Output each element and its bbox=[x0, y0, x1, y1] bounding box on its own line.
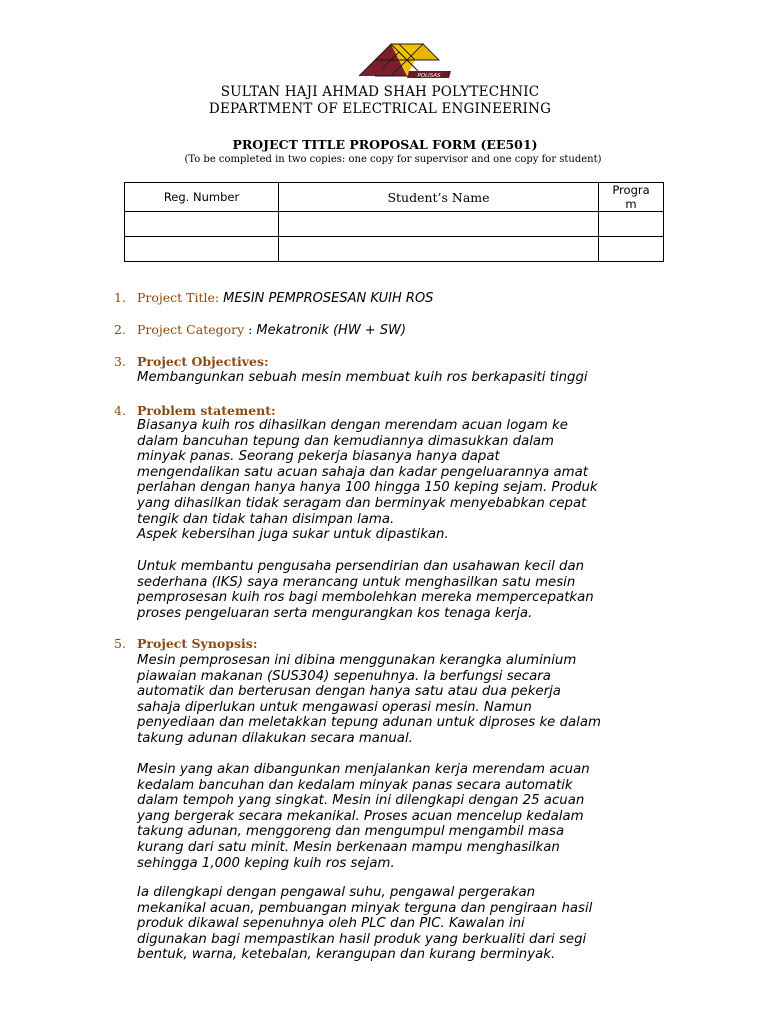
table-row bbox=[125, 237, 664, 262]
polisas-logo bbox=[357, 40, 453, 78]
header-reg-number: Reg. Number bbox=[125, 183, 279, 212]
table-row bbox=[125, 212, 664, 237]
reg-number-cell[interactable] bbox=[125, 212, 279, 237]
project-title-value: MESIN PEMPROSESAN KUIH ROS bbox=[223, 291, 434, 306]
form-title: PROJECT TITLE PROPOSAL FORM (EE501) bbox=[232, 137, 538, 152]
item-number: 2. bbox=[114, 322, 126, 337]
item-label: Problem statement: bbox=[137, 403, 276, 418]
item-label: Project Title: MESIN PEMPROSESAN KUIH ROS bbox=[137, 290, 434, 306]
department-name: DEPARTMENT OF ELECTRICAL ENGINEERING bbox=[208, 101, 552, 117]
student-name-cell[interactable] bbox=[279, 237, 599, 262]
problem-paragraph: Untuk membantu pengusaha persendirian dan usahawan kecil dan sederhana (IKS) saya merancang untuk menghasilkan satu mesin pemprosesan kuih ros bagi membolehkan mereka mempercepatkan proses pengeluaran serta mengurangkan kos tenaga kerja. bbox=[137, 559, 594, 621]
item-number: 1. bbox=[114, 290, 126, 305]
item-label: Project Synopsis: bbox=[137, 636, 258, 651]
item-number: 4. bbox=[114, 403, 126, 418]
synopsis-paragraph: Mesin yang akan dibangunkan menjalankan kerja merendam acuan kedalam bancuhan dan kedalam minyak panas secara automatik dalam tempoh yang singkat. Mesin ini dilengkapi dengan 25 acuan yang bergerak secara mekanikal. Proses acuan mencelup kedalam takung adunan, menggoreng dan mengumpul mengambil masa kurang dari satu minit. Mesin berkenaan mampu menghasilkan sehingga 1,000 keping kuih ros sejam. bbox=[137, 762, 590, 871]
program-cell[interactable] bbox=[599, 237, 664, 262]
reg-number-cell[interactable] bbox=[125, 237, 279, 262]
table-header-row bbox=[125, 183, 664, 212]
synopsis-paragraph: Mesin pemprosesan ini dibina menggunakan kerangka aluminium piawaian makanan (SUS304) sepenuhnya. Ia berfungsi secara automatik dan berterusan dengan hanya satu atau dua pekerja sahaja diperlukan untuk mengawasi operasi mesin. Namun penyediaan dan meletakkan tepung adunan untuk diproses ke dalam takung adunan dilakukan secara manual. bbox=[137, 653, 601, 746]
header-program: Progra m bbox=[599, 183, 664, 212]
synopsis-paragraph: Ia dilengkapi dengan pengawal suhu, pengawal pergerakan mekanikal acuan, pembuangan minyak terguna dan pengiraan hasil produk dikawal sepenuhnya oleh PLC dan PIC. Kawalan ini digunakan bagi mempastikan hasil produk yang berkualiti dari segi bentuk, warna, ketebalan, kerangupan dan kurang berminyak. bbox=[137, 885, 593, 963]
problem-paragraph: Biasanya kuih ros dihasilkan dengan merendam acuan logam ke dalam bancuhan tepung dan kemudiannya dimasukkan dalam minyak panas. Seorang pekerja biasanya hanya dapat mengendalikan satu acuan sahaja dan kadar pengeluarannya amat perlahan dengan hanya hanya 100 hingga 150 keping sejam. Produk yang dihasilkan tidak seragam dan berminyak menyebabkan cepat tengik dan tidak tahan disimpan lama. Aspek kebersihan juga sukar untuk dipastikan. bbox=[137, 418, 598, 543]
form-note: (To be completed in two copies: one copy for supervisor and one copy for student) bbox=[184, 154, 602, 165]
program-cell[interactable] bbox=[599, 212, 664, 237]
item-label: Project Category : Mekatronik (HW + SW) bbox=[137, 322, 407, 338]
student-name-cell[interactable] bbox=[279, 212, 599, 237]
project-category-value: Mekatronik (HW + SW) bbox=[256, 323, 407, 338]
institution-name: SULTAN HAJI AHMAD SHAH POLYTECHNIC bbox=[220, 84, 540, 100]
logo-text: POLISAS bbox=[417, 72, 441, 78]
header-student-name: Student’s Name bbox=[279, 183, 599, 212]
item-number: 5. bbox=[114, 636, 126, 651]
item-number: 3. bbox=[114, 354, 126, 369]
objectives-text: Membangunkan sebuah mesin membuat kuih ros berkapasiti tinggi bbox=[137, 370, 588, 385]
item-label: Project Objectives: bbox=[137, 354, 269, 369]
student-info-table bbox=[124, 182, 664, 262]
